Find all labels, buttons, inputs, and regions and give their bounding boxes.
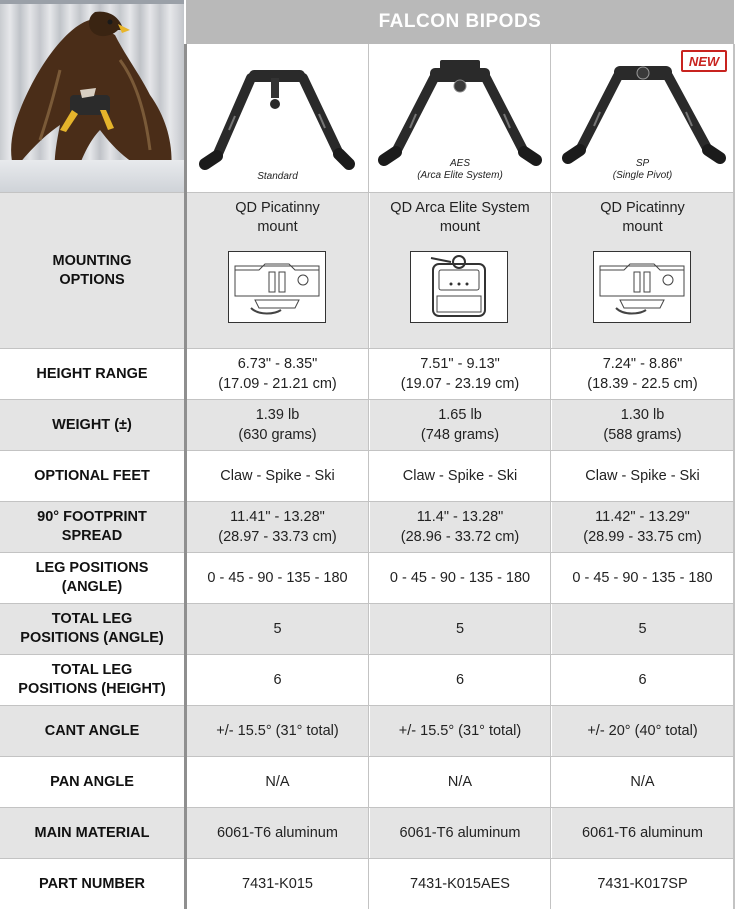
cell-line2: (17.09 - 21.21 cm) [218,376,337,392]
cell-line2: (28.96 - 33.72 cm) [400,529,520,545]
cell-line1: 7.24" - 8.86" [602,356,683,372]
cell-line1: +/- 15.5° (31° total) [216,723,339,739]
row-label [0,553,184,603]
new-badge: NEW [681,50,727,72]
hero-ground [0,160,184,192]
cell-line2: (28.99 - 33.75 cm) [583,529,702,545]
spec-cell [552,451,733,501]
cell-line1: N/A [265,774,290,790]
spec-cell [552,706,733,756]
label-text: WEIGHT (±) [52,416,132,433]
cell-line1: N/A [447,774,473,790]
grid-line [0,756,734,757]
spec-cell [187,859,368,909]
grid-line [0,192,734,193]
caption-line2: (Arca Elite System) [417,170,503,181]
cell-line2: (18.39 - 22.5 cm) [587,376,698,392]
mount-cell [552,193,733,348]
caption-line1: AES [449,158,470,169]
spec-cell [370,400,550,450]
cell-line1: 11.41" - 13.28" [230,509,325,525]
spec-cell [187,757,368,807]
spec-cell [552,604,733,654]
spec-cell [370,808,550,858]
spec-cell [370,604,550,654]
grid-line [0,807,734,808]
row-label [0,757,184,807]
spec-cell [187,400,368,450]
grid-line [0,501,734,502]
mount-line2: mount [439,219,481,235]
spec-cell [370,655,550,705]
product-caption [187,171,368,183]
cell-line1: 0 - 45 - 90 - 135 - 180 [207,570,348,586]
spec-cell [187,808,368,858]
grid-line [0,399,734,400]
spec-cell [552,757,733,807]
row-label [0,502,184,552]
label-text: MAIN MATERIAL [34,824,150,841]
grid-line [0,603,734,604]
cell-line1: Claw - Spike - Ski [220,468,335,484]
cell-line1: 0 - 45 - 90 - 135 - 180 [572,570,713,586]
spec-cell [187,604,368,654]
label-text: OPTIONAL FEET [34,467,150,484]
row-label [0,349,184,399]
label-text: TOTAL LEG POSITIONS (ANGLE) [20,611,164,646]
label-text: MOUNTING OPTIONS [52,252,132,288]
mount-cell [370,193,550,348]
cell-line1: 5 [273,621,282,637]
hero-wall-band [0,0,184,4]
cell-line2: (748 grams) [420,427,500,443]
spec-cell [187,451,368,501]
product-caption [370,158,550,182]
caption-line1: Standard [257,171,298,182]
row-label-mounting [0,193,184,348]
mount-line1: QD Arca Elite System [390,200,530,216]
hawk-photo [0,0,184,192]
mount-line1: QD Picatinny [235,200,320,216]
spec-cell [187,349,368,399]
spec-cell [552,349,733,399]
mount-text [187,199,368,237]
spec-cell [187,706,368,756]
mount-line2: mount [622,219,663,235]
page-title: FALCON BIPODS [378,11,542,32]
mount-text [552,199,733,237]
label-text: PAN ANGLE [50,773,134,790]
cell-line1: 1.30 lb [620,407,665,423]
cell-line1: 11.42" - 13.29" [595,509,690,525]
cell-line2: (19.07 - 23.19 cm) [400,376,520,392]
cell-line1: +/- 15.5° (31° total) [398,723,522,739]
spec-cell [370,553,550,603]
cell-line1: 5 [455,621,465,637]
grid-line [0,552,734,553]
cell-line1: 6.73" - 8.35" [237,356,318,372]
spec-cell [370,757,550,807]
picatinny-mount-icon [228,251,326,323]
cell-line1: 6061-T6 aluminum [399,825,521,841]
spec-cell [187,655,368,705]
caption-line2: (Single Pivot) [612,170,673,181]
row-label [0,859,184,909]
cell-line1: 6061-T6 aluminum [582,825,703,841]
mount-cell [187,193,368,348]
spec-cell [552,655,733,705]
spec-cell [552,808,733,858]
spec-cell [370,859,550,909]
spec-cell [187,553,368,603]
row-label [0,400,184,450]
cell-line1: 5 [638,621,647,637]
column-divider [550,44,551,909]
picatinny-mount-icon [593,251,691,323]
cell-line1: Claw - Spike - Ski [402,468,518,484]
cell-line1: 6061-T6 aluminum [217,825,338,841]
row-label [0,655,184,705]
cell-line1: 1.65 lb [438,407,482,423]
spec-cell [187,502,368,552]
spec-cell [370,349,550,399]
label-text: 90° FOOTPRINT SPREAD [37,509,147,544]
spec-cell [552,553,733,603]
caption-line1: SP [635,158,650,169]
spec-cell [370,451,550,501]
cell-line1: 7431-K015 [242,876,313,892]
row-label [0,604,184,654]
cell-line2: (28.97 - 33.73 cm) [218,529,337,545]
spec-cell [552,502,733,552]
cell-line2: (588 grams) [603,427,682,443]
label-text: TOTAL LEG POSITIONS (HEIGHT) [18,662,166,697]
table-edge [733,44,735,909]
mount-line2: mount [257,219,298,235]
spec-cell [370,502,550,552]
column-divider [184,44,187,909]
row-label [0,706,184,756]
grid-line [0,654,734,655]
row-label [0,808,184,858]
spec-cell [552,859,733,909]
grid-line [0,348,734,349]
mount-line1: QD Picatinny [600,200,685,216]
cell-line1: +/- 20° (40° total) [587,723,698,739]
product-aes [370,46,550,192]
cell-line2: (630 grams) [238,427,317,443]
cell-line1: 11.4" - 13.28" [416,509,504,525]
grid-line [0,450,734,451]
arca-mount-icon [410,251,508,323]
cell-line1: 7431-K015AES [410,876,510,892]
cell-line1: 0 - 45 - 90 - 135 - 180 [389,570,531,586]
product-caption [552,158,733,182]
cell-line1: 6 [638,672,647,688]
label-text: LEG POSITIONS (ANGLE) [35,560,149,595]
grid-line [0,858,734,859]
cell-line1: 6 [455,672,465,688]
spec-cell [552,400,733,450]
product-standard [187,46,368,192]
grid-line [0,705,734,706]
cell-line1: Claw - Spike - Ski [585,468,700,484]
label-text: PART NUMBER [38,875,146,892]
mount-text [370,199,550,237]
label-text: CANT ANGLE [44,722,140,739]
column-divider [368,44,369,909]
cell-line1: 1.39 lb [255,407,300,423]
label-text: HEIGHT RANGE [36,365,148,382]
spec-cell [370,706,550,756]
cell-line1: 6 [273,672,282,688]
title-bar [186,0,734,44]
cell-line1: 7.51" - 9.13" [420,356,500,372]
cell-line1: 7431-K017SP [597,876,688,892]
row-label [0,451,184,501]
cell-line1: N/A [630,774,655,790]
